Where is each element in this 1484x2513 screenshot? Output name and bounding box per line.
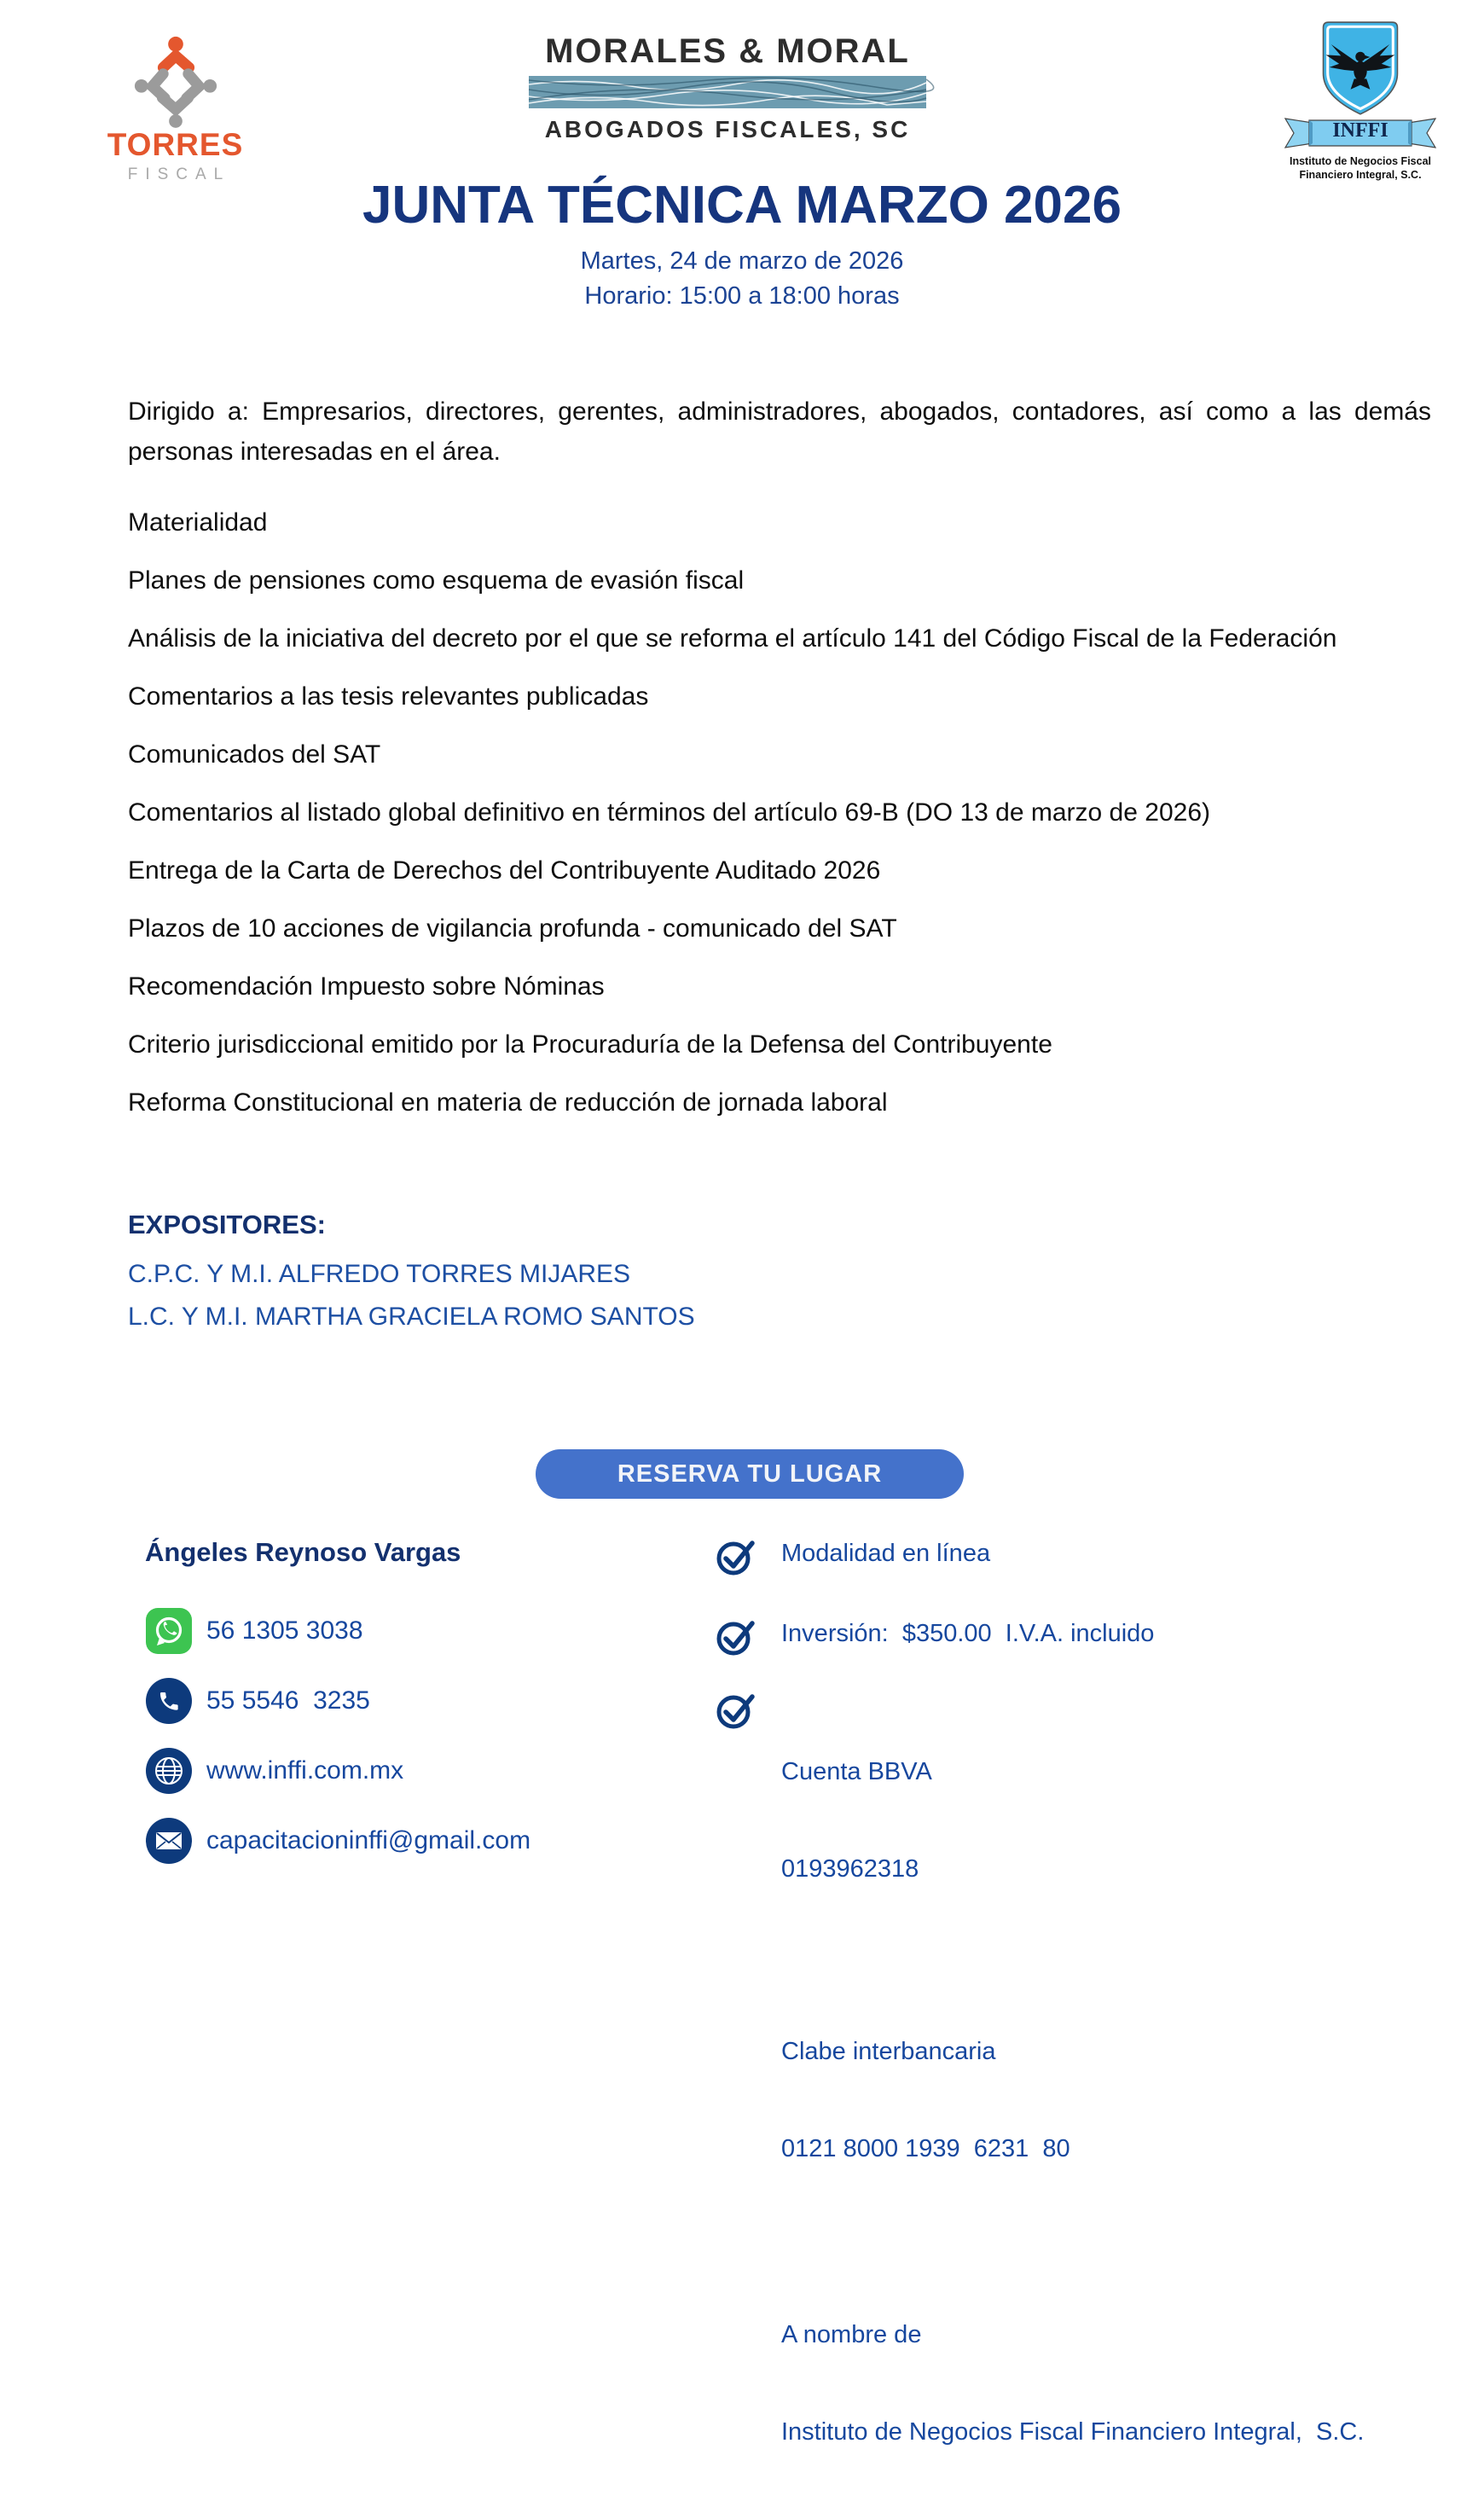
whatsapp-row[interactable]: [145, 1607, 674, 1655]
detail-text: Modalidad en línea: [781, 1540, 991, 1567]
water-waves-band-icon: [529, 76, 926, 108]
phone-icon: [145, 1677, 193, 1725]
detail-text: Clabe interbancaria: [781, 2038, 996, 2065]
torres-logo-subtitle: FISCAL: [127, 165, 231, 183]
speaker-name: L.C. Y M.I. MARTHA GRACIELA ROMO SANTOS: [128, 1303, 695, 1331]
agenda-item: Criterio jurisdiccional emitido por la Procuraduría de la Defensa del Contribuyente: [128, 1030, 1052, 1059]
page-title: JUNTA TÉCNICA MARZO 2026: [362, 176, 1122, 235]
detail-text: Cuenta BBVA: [781, 1758, 932, 1785]
phone-row[interactable]: [145, 1677, 674, 1725]
detail-text: A nombre de: [781, 2321, 922, 2348]
reserve-button-label: RESERVA TU LUGAR: [617, 1460, 883, 1488]
speaker-name: C.P.C. Y M.I. ALFREDO TORRES MIJARES: [128, 1260, 631, 1288]
detail-payee: [715, 2254, 1414, 2513]
speakers-heading: EXPOSITORES:: [128, 1210, 326, 1239]
contact-section: [145, 1537, 674, 1887]
detail-text: Instituto de Negocios Fiscal Financiero Integral, S.C.: [781, 2418, 1365, 2446]
globe-icon: [145, 1747, 193, 1795]
detail-text: 0121 8000 1939 6231 80: [781, 2135, 1070, 2162]
audience-paragraph: Dirigido a: Empresarios, directores, gerentes, administradores, abogados, contadores, así como a las demás personas interesadas en el área.: [128, 398, 1431, 466]
agenda-item: Comentarios a las tesis relevantes publicadas: [128, 682, 649, 711]
inffi-subtitle-line1: Instituto de Negocios Fiscal: [1290, 155, 1431, 167]
phone-number[interactable]: 55 5546 3235: [206, 1686, 370, 1715]
inffi-logo: [1284, 20, 1437, 182]
reserve-button[interactable]: [536, 1449, 964, 1499]
check-icon: [715, 1614, 759, 1658]
detail-text: 0193962318: [781, 1855, 919, 1883]
agenda-item: Reforma Constitucional en materia de reducción de jornada laboral: [128, 1088, 888, 1117]
whatsapp-number[interactable]: 56 1305 3038: [206, 1616, 363, 1645]
event-date: Martes, 24 de marzo de 2026: [580, 247, 904, 275]
website-url[interactable]: www.inffi.com.mx: [206, 1756, 404, 1785]
inffi-subtitle-line2: Financiero Integral, S.C.: [1299, 168, 1422, 181]
detail-bank-account: [715, 1691, 1414, 1950]
agenda-item: Comentarios al listado global definitivo en términos del artículo 69-B (DO 13 de marzo de 2026): [128, 798, 1210, 827]
email-row[interactable]: [145, 1817, 674, 1865]
morales-logo-subtitle: ABOGADOS FISCALES, SC: [544, 116, 911, 142]
torres-people-pinwheel-icon: [125, 32, 226, 121]
contact-person-name: Ángeles Reynoso Vargas: [145, 1537, 461, 1567]
torres-fiscal-logo: [84, 32, 267, 184]
inffi-shield-eagle-icon: [1316, 20, 1405, 119]
agenda-list: [128, 510, 1446, 1148]
agenda-item: Materialidad: [128, 508, 268, 537]
website-row[interactable]: [145, 1747, 674, 1795]
detail-price: [715, 1617, 1414, 1658]
morales-moral-logo: [529, 32, 926, 143]
agenda-item: Recomendación Impuesto sobre Nóminas: [128, 972, 605, 1001]
check-icon: [715, 1687, 759, 1732]
agenda-item: Comunicados del SAT: [128, 740, 381, 769]
detail-clabe: [715, 1970, 1414, 2230]
email-icon: [145, 1817, 193, 1865]
check-icon: [715, 1534, 759, 1578]
event-details-section: [715, 1537, 1414, 2513]
speakers-section: [128, 1210, 1151, 1338]
detail-text: Inversión: $350.00 I.V.A. incluido: [781, 1620, 1155, 1647]
agenda-item: Planes de pensiones como esquema de evasión fiscal: [128, 566, 745, 595]
agenda-item: Análisis de la iniciativa del decreto por el que se reforma el artículo 141 del Código Fiscal de la Federación: [128, 624, 1337, 653]
whatsapp-icon: [145, 1607, 193, 1655]
morales-logo-name: MORALES & MORAL: [545, 32, 910, 70]
event-time: Horario: 15:00 a 18:00 horas: [584, 282, 900, 310]
agenda-item: Plazos de 10 acciones de vigilancia profunda - comunicado del SAT: [128, 914, 897, 943]
email-address[interactable]: capacitacioninffi@gmail.com: [206, 1826, 531, 1854]
torres-logo-name: TORRES: [107, 127, 244, 162]
inffi-ribbon-banner: [1284, 115, 1437, 154]
agenda-item: Entrega de la Carta de Derechos del Contribuyente Auditado 2026: [128, 856, 881, 885]
detail-modality: [715, 1537, 1414, 1578]
inffi-banner-text: INFFI: [1332, 119, 1388, 142]
